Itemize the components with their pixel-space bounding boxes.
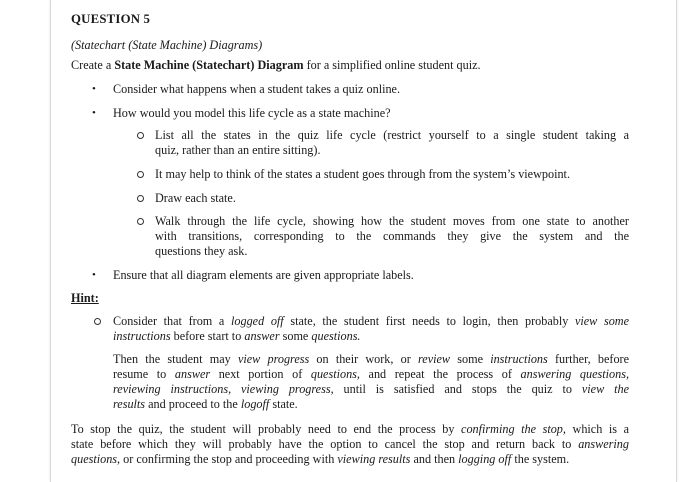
- sub-bullet-line: List all the states in the quiz life cycle (restrict yourself to a single student taking a: [155, 128, 629, 142]
- sub-bullet-line: It may help to think of the states a student goes through from the system’s viewpoint.: [155, 167, 570, 181]
- question-subtitle: (Statechart (State Machine) Diagrams): [71, 38, 263, 52]
- hint-line: Then the student may view progress on their work, or review some instructions further, before: [113, 352, 630, 366]
- hint-line: resume to answer next portion of questions, and repeat the process of answering questions,: [113, 367, 629, 381]
- circle-bullet-icon: [137, 195, 144, 202]
- hint-line: Consider that from a logged off state, the student first needs to login, then probably view some: [113, 314, 630, 328]
- circle-bullet-icon: [94, 318, 101, 325]
- circle-bullet-icon: [137, 218, 144, 225]
- bullet-dot-icon: •: [92, 107, 96, 119]
- sub-bullet-line: with transitions, corresponding to the commands they give the system and the: [155, 229, 629, 243]
- question-title: QUESTION 5: [71, 12, 151, 26]
- closing-line: To stop the quiz, the student will probably need to end the process by confirming the stop, which is a: [71, 422, 629, 436]
- bullet-item: Ensure that all diagram elements are given appropriate labels.: [113, 268, 414, 282]
- sub-bullet-line: Walk through the life cycle, showing how the student moves from one state to another: [155, 214, 629, 228]
- bullet-dot-icon: •: [92, 269, 96, 281]
- hint-label: Hint:: [71, 291, 99, 305]
- bullet-item: Consider what happens when a student takes a quiz online.: [113, 82, 401, 96]
- hint-line: reviewing instructions, viewing progress, until is satisfied and stops the quiz to view the: [113, 382, 629, 396]
- circle-bullet-icon: [137, 171, 144, 178]
- sub-bullet-line: questions they ask.: [155, 244, 248, 258]
- bullet-item: How would you model this life cycle as a state machine?: [113, 106, 391, 120]
- closing-line: state before which they will probably have the option to cancel the stop and return back to answering: [71, 437, 629, 451]
- question-intro: Create a State Machine (Statechart) Diagram for a simplified online student quiz.: [71, 58, 481, 72]
- closing-line: questions, or confirming the stop and proceeding with viewing results and then logging off the system.: [71, 452, 570, 466]
- sub-bullet-line: quiz, rather than an entire sitting).: [155, 143, 321, 157]
- hint-line: results and proceed to the logoff state.: [113, 397, 298, 411]
- hint-line: instructions before start to answer some questions.: [113, 329, 361, 343]
- bullet-dot-icon: •: [92, 83, 96, 95]
- sub-bullet-line: Draw each state.: [155, 191, 236, 205]
- circle-bullet-icon: [137, 132, 144, 139]
